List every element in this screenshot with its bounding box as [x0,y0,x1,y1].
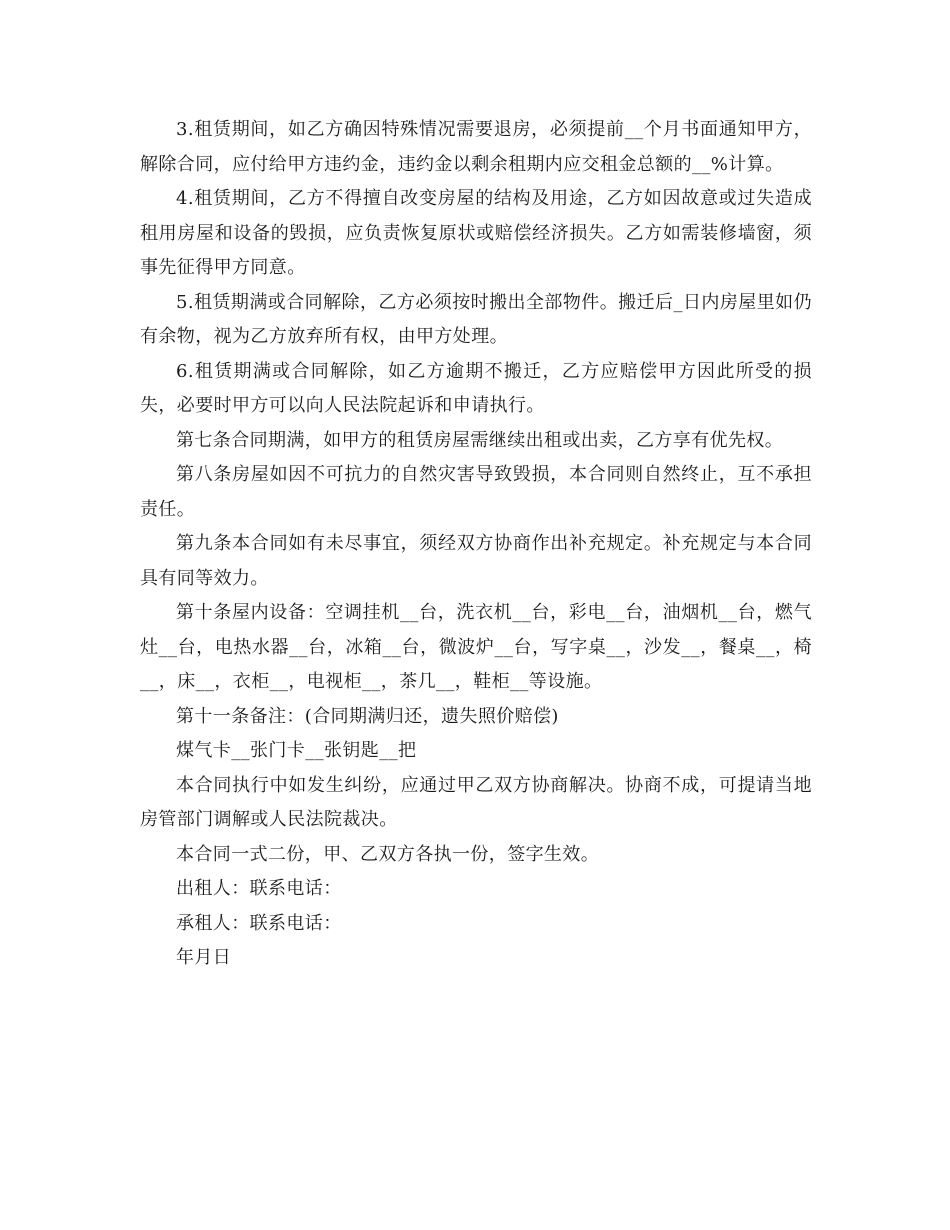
article-7-priority-right: 第七条合同期满，如甲方的租赁房屋需继续出租或出卖，乙方享有优先权。 [176,429,784,451]
clause-4-alteration-damage: 4.租赁期间，乙方不得擅自改变房屋的结构及用途，乙方如因故意或过失造成租用房屋和设备的毁损，应负责恢复原状或赔偿经济损失。乙方如需装修墙窗，须事先征得甲方同意。 [140,188,812,278]
lessee-signature-line: 承租人：联系电话： [176,912,342,934]
clause-6-overstay: 6.租赁期满或合同解除，如乙方逾期不搬迁，乙方应赔偿甲方因此所受的损失，必要时甲方可以向人民法院起诉和申请执行。 [140,360,812,416]
article-11-remarks: 第十一条备注：(合同期满归还，遗失照价赔偿) [176,705,559,727]
clause-3-early-termination: 3.租赁期间，如乙方确因特殊情况需要退房，必须提前__个月书面通知甲方，解除合同，应付给甲方违约金，违约金以剩余租期内应交租金总额的__%计算。 [140,119,812,175]
lessor-signature-line: 出租人：联系电话： [176,878,342,899]
date-line: 年月日 [176,947,232,968]
copies-clause: 本合同一式二份，甲、乙双方各执一份，签字生效。 [176,843,600,865]
keys-cards-line: 煤气卡__张门卡__张钥匙__把 [176,740,417,761]
clause-5-move-out: 5.租赁期满或合同解除，乙方必须按时搬出全部物件。搬迁后_日内房屋里如仍有余物，视为乙方放弃所有权，由甲方处理。 [140,291,812,347]
article-8-force-majeure: 第八条房屋如因不可抗力的自然灾害导致毁损，本合同则自然终止，互不承担责任。 [140,464,812,520]
article-10-equipment: 第十条屋内设备：空调挂机__台，洗衣机__台，彩电__台，油烟机__台，燃气灶__台，电热水器__台，冰箱__台，微波炉__台，写字桌__，沙发__，餐桌__，椅__，床__，衣柜__，电视柜__，茶几__，鞋柜__等设施。 [140,602,812,692]
article-9-supplement: 第九条本合同如有未尽事宜，须经双方协商作出补充规定。补充规定与本合同具有同等效力。 [140,533,812,589]
contract-body [140,113,812,976]
dispute-resolution: 本合同执行中如发生纠纷，应通过甲乙双方协商解决。协商不成，可提请当地房管部门调解或人民法院裁决。 [140,774,812,830]
